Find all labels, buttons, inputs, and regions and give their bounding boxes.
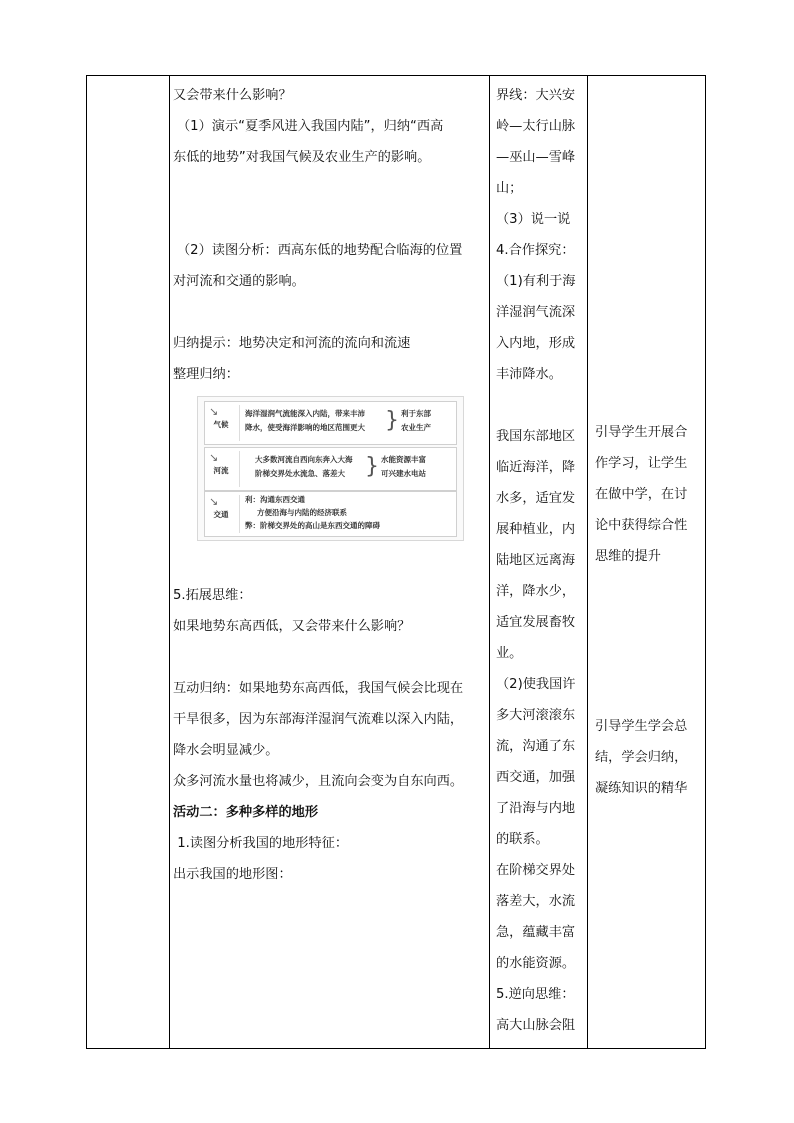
spacer <box>496 390 585 421</box>
text-line: 引导学生开展合 <box>595 425 688 440</box>
text-line: （2）读图分析：西高东低的地势配合临海的位置 <box>177 243 463 258</box>
arrow-icon: ↘ <box>209 405 219 418</box>
text-line: 引导学生学会总 <box>595 719 688 734</box>
figure-row-rivers <box>204 447 457 491</box>
text-line: 临近海洋，降 <box>496 460 576 475</box>
text-line: 思维的提升 <box>595 549 661 564</box>
text-line: 论中获得综合性 <box>595 518 688 533</box>
figure-row-transport <box>204 491 457 537</box>
text-line: 水多，适宜发 <box>496 491 576 506</box>
figure-text: 水能资源丰富 <box>381 455 426 464</box>
text-line: 如果地势东高西低，又会带来什么影响？ <box>173 619 411 634</box>
figure-row-climate <box>204 401 457 445</box>
text-line: 展种植业，内 <box>496 522 576 537</box>
text-line: 在阶梯交界处 <box>496 863 576 878</box>
text-line: 1.读图分析我国的地形特征： <box>173 836 349 851</box>
text-line: 多大河滚滚东 <box>496 708 576 723</box>
summary-figure <box>197 396 464 541</box>
text-line: 适宜发展畜牧 <box>496 615 576 630</box>
text-line: 业。 <box>496 646 523 661</box>
text-line: 4.合作探究： <box>496 243 575 258</box>
text-line: （1）演示“夏季风进入我国内陆”，归纳“西高 <box>177 119 444 134</box>
text-line: 丰沛降水。 <box>496 367 562 382</box>
text-line: 整理归纳： <box>173 367 239 382</box>
text-line: 急，蕴藏丰富 <box>496 925 576 940</box>
figure-text: 方便沿海与内陆的经济联系 <box>257 508 347 517</box>
figure-text: 阶梯交界处水流急、落差大 <box>255 469 345 478</box>
text-line: 洋湿润气流深 <box>496 305 576 320</box>
text-line: 了沿海与内地 <box>496 801 576 816</box>
figure-text: 海洋湿润气流能深入内陆，带来丰沛 <box>245 409 365 418</box>
text-line: 山； <box>496 181 523 196</box>
text-line: 岭—太行山脉 <box>496 119 576 134</box>
text-line: （3）说一说 <box>496 212 571 227</box>
student-activity-cell <box>490 76 588 1049</box>
text-line: 凝练知识的精华 <box>595 781 688 796</box>
text-line: 东低的地势”对我国气候及农业生产的影响。 <box>173 150 431 165</box>
text-line: 陆地区远离海 <box>496 553 576 568</box>
text-line: 落差大，水流 <box>496 894 576 909</box>
text-line: 入内地，形成 <box>496 336 576 351</box>
text-line: （2)使我国许 <box>496 677 576 692</box>
section-heading: 活动二：多种多样的地形 <box>173 805 319 820</box>
text-line: 洋，降水少， <box>496 584 576 599</box>
figure-text: 农业生产 <box>401 423 431 432</box>
text-line: 出示我国的地形图： <box>173 867 292 882</box>
figure-text: 利：沟通东西交通 <box>245 495 305 504</box>
table-row <box>87 76 706 1049</box>
figure-text: 弊：阶梯交界处的高山是东西交通的障碍 <box>245 521 380 530</box>
text-line: 干旱很多，因为东部海洋湿润气流难以深入内陆， <box>173 712 464 727</box>
text-line: 众多河流水量也将减少，且流向会变为自东向西。 <box>173 774 464 789</box>
arrow-icon: ↘ <box>209 495 219 508</box>
figure-category: 河流 <box>213 466 229 475</box>
stage-cell <box>87 76 170 1049</box>
text-line: 在做中学，在讨 <box>595 487 688 502</box>
text-line: 结，学会归纳， <box>595 750 688 765</box>
figure-text: 可兴建水电站 <box>381 469 426 478</box>
text-line: —巫山—雪峰 <box>496 150 576 165</box>
text-line: 我国东部地区 <box>496 429 576 444</box>
text-line: 的联系。 <box>496 832 549 847</box>
text-line: （1)有利于海 <box>496 274 576 289</box>
text-line: 西交通，加强 <box>496 770 576 785</box>
text-line: 对河流和交通的影响。 <box>173 274 305 289</box>
lesson-plan-table <box>86 75 706 1049</box>
figure-category: 交通 <box>213 510 229 519</box>
text-line: 界线：大兴安 <box>496 88 576 103</box>
teacher-activity-cell <box>170 76 490 1049</box>
text-line: 又会带来什么影响？ <box>173 88 292 103</box>
figure-category: 气候 <box>213 420 229 429</box>
text-line: 作学习，让学生 <box>595 456 688 471</box>
text-line: 5.拓展思维： <box>173 588 252 603</box>
text-line: 的水能资源。 <box>496 956 576 971</box>
arrow-icon: ↘ <box>209 451 219 464</box>
text-line: 降水会明显减少。 <box>173 743 279 758</box>
text-line: 高大山脉会阻 <box>496 1018 576 1033</box>
figure-text: 大多数河流自西向东奔入大海 <box>255 455 353 464</box>
design-intent-cell <box>588 76 706 1049</box>
brace-icon: } <box>365 454 379 479</box>
text-line: 流，沟通了东 <box>496 739 576 754</box>
text-line: 互动归纳：如果地势东高西低，我国气候会比现在 <box>173 681 464 696</box>
brace-icon: } <box>385 408 399 433</box>
figure-text: 降水，使受海洋影响的地区范围更大 <box>245 423 365 432</box>
text-line: 归纳提示：地势决定和河流的流向和流速 <box>173 336 411 351</box>
figure-text: 利于东部 <box>401 409 431 418</box>
text-line: 5.逆向思维： <box>496 987 575 1002</box>
